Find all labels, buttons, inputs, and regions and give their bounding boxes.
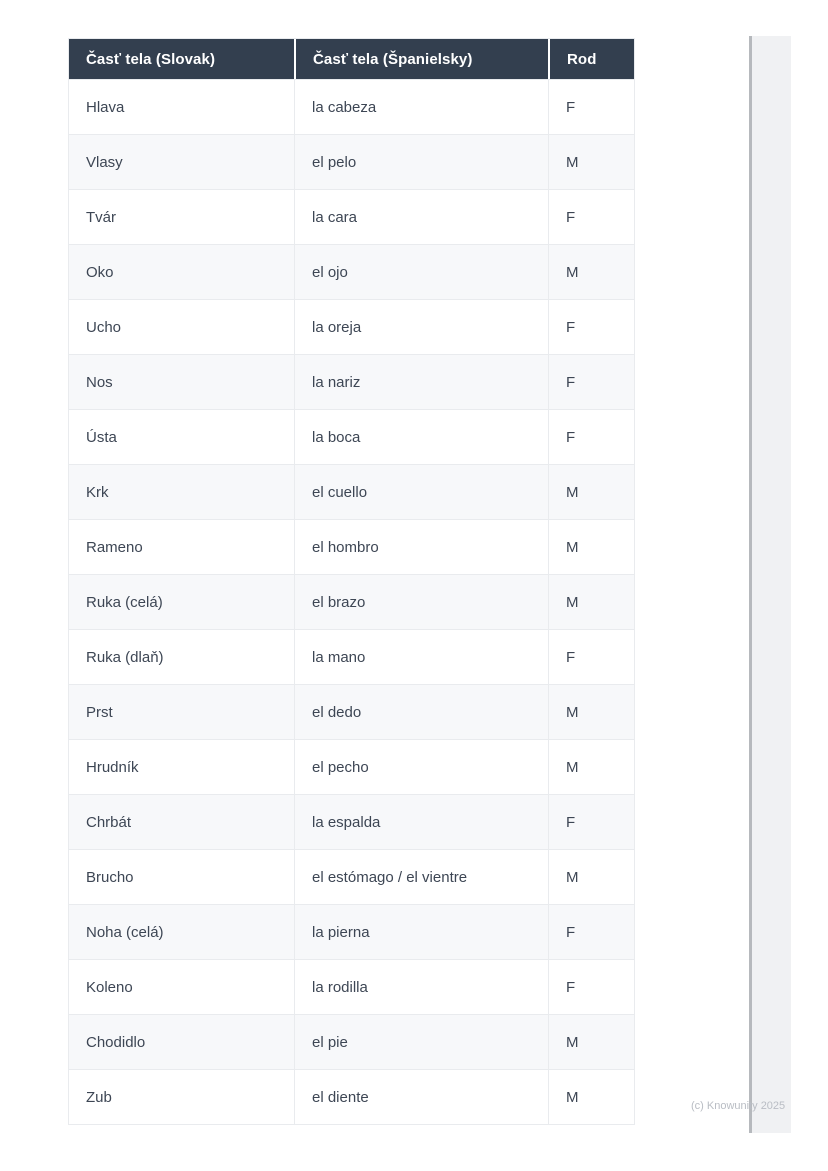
cell-spanish: el ojo [294, 244, 548, 299]
cell-gender: F [548, 354, 634, 409]
cell-gender: F [548, 409, 634, 464]
vocab-table [68, 38, 635, 1125]
table-header [69, 39, 634, 79]
cell-gender: M [548, 134, 634, 189]
table-row [69, 519, 634, 574]
cell-slovak: Noha (celá) [69, 904, 294, 959]
cell-spanish: el estómago / el vientre [294, 849, 548, 904]
cell-slovak: Rameno [69, 519, 294, 574]
cell-spanish: el pelo [294, 134, 548, 189]
cell-gender: F [548, 189, 634, 244]
cell-gender: M [548, 519, 634, 574]
table-row [69, 629, 634, 684]
cell-spanish: el hombro [294, 519, 548, 574]
cell-gender: M [548, 464, 634, 519]
cell-slovak: Nos [69, 354, 294, 409]
cell-slovak: Hrudník [69, 739, 294, 794]
column-header-slovak: Časť tela (Slovak) [69, 39, 294, 79]
cell-gender: M [548, 244, 634, 299]
cell-spanish: el diente [294, 1069, 548, 1124]
cell-gender: F [548, 794, 634, 849]
cell-gender: M [548, 574, 634, 629]
cell-slovak: Chrbát [69, 794, 294, 849]
cell-spanish: la cabeza [294, 79, 548, 134]
cell-spanish: la oreja [294, 299, 548, 354]
cell-slovak: Oko [69, 244, 294, 299]
table-row [69, 1069, 634, 1124]
cell-spanish: la cara [294, 189, 548, 244]
table-body [69, 79, 634, 1124]
cell-slovak: Ústa [69, 409, 294, 464]
cell-gender: F [548, 959, 634, 1014]
cell-slovak: Ruka (dlaň) [69, 629, 294, 684]
table-row [69, 354, 634, 409]
cell-slovak: Koleno [69, 959, 294, 1014]
column-header-gender: Rod [548, 39, 634, 79]
cell-spanish: el pie [294, 1014, 548, 1069]
cell-spanish: la boca [294, 409, 548, 464]
cell-gender: F [548, 629, 634, 684]
cell-slovak: Hlava [69, 79, 294, 134]
cell-spanish: el dedo [294, 684, 548, 739]
cell-slovak: Prst [69, 684, 294, 739]
cell-gender: M [548, 849, 634, 904]
table-row [69, 959, 634, 1014]
cell-spanish: la rodilla [294, 959, 548, 1014]
cell-spanish: la mano [294, 629, 548, 684]
cell-spanish: el cuello [294, 464, 548, 519]
table-row [69, 849, 634, 904]
cell-gender: M [548, 684, 634, 739]
cell-slovak: Brucho [69, 849, 294, 904]
cell-spanish: la pierna [294, 904, 548, 959]
table-row [69, 189, 634, 244]
cell-slovak: Vlasy [69, 134, 294, 189]
table-row [69, 299, 634, 354]
column-header-spanish: Časť tela (Španielsky) [294, 39, 548, 79]
cell-gender: F [548, 904, 634, 959]
cell-spanish: la espalda [294, 794, 548, 849]
scrollbar-track[interactable] [749, 36, 791, 1133]
table-row [69, 244, 634, 299]
watermark: (c) Knowunity 2025 [691, 1100, 786, 1112]
cell-slovak: Tvár [69, 189, 294, 244]
cell-gender: M [548, 1069, 634, 1124]
cell-gender: M [548, 739, 634, 794]
cell-slovak: Chodidlo [69, 1014, 294, 1069]
cell-spanish: el pecho [294, 739, 548, 794]
table-row [69, 409, 634, 464]
table-row [69, 134, 634, 189]
table-row [69, 904, 634, 959]
cell-gender: M [548, 1014, 634, 1069]
cell-slovak: Krk [69, 464, 294, 519]
table-row [69, 684, 634, 739]
cell-spanish: el brazo [294, 574, 548, 629]
cell-slovak: Ucho [69, 299, 294, 354]
cell-spanish: la nariz [294, 354, 548, 409]
table-row [69, 79, 634, 134]
cell-gender: F [548, 299, 634, 354]
header-row [69, 39, 634, 79]
cell-slovak: Zub [69, 1069, 294, 1124]
cell-gender: F [548, 79, 634, 134]
table-row [69, 574, 634, 629]
table-row [69, 794, 634, 849]
table-row [69, 464, 634, 519]
cell-slovak: Ruka (celá) [69, 574, 294, 629]
table-row [69, 1014, 634, 1069]
table-row [69, 739, 634, 794]
